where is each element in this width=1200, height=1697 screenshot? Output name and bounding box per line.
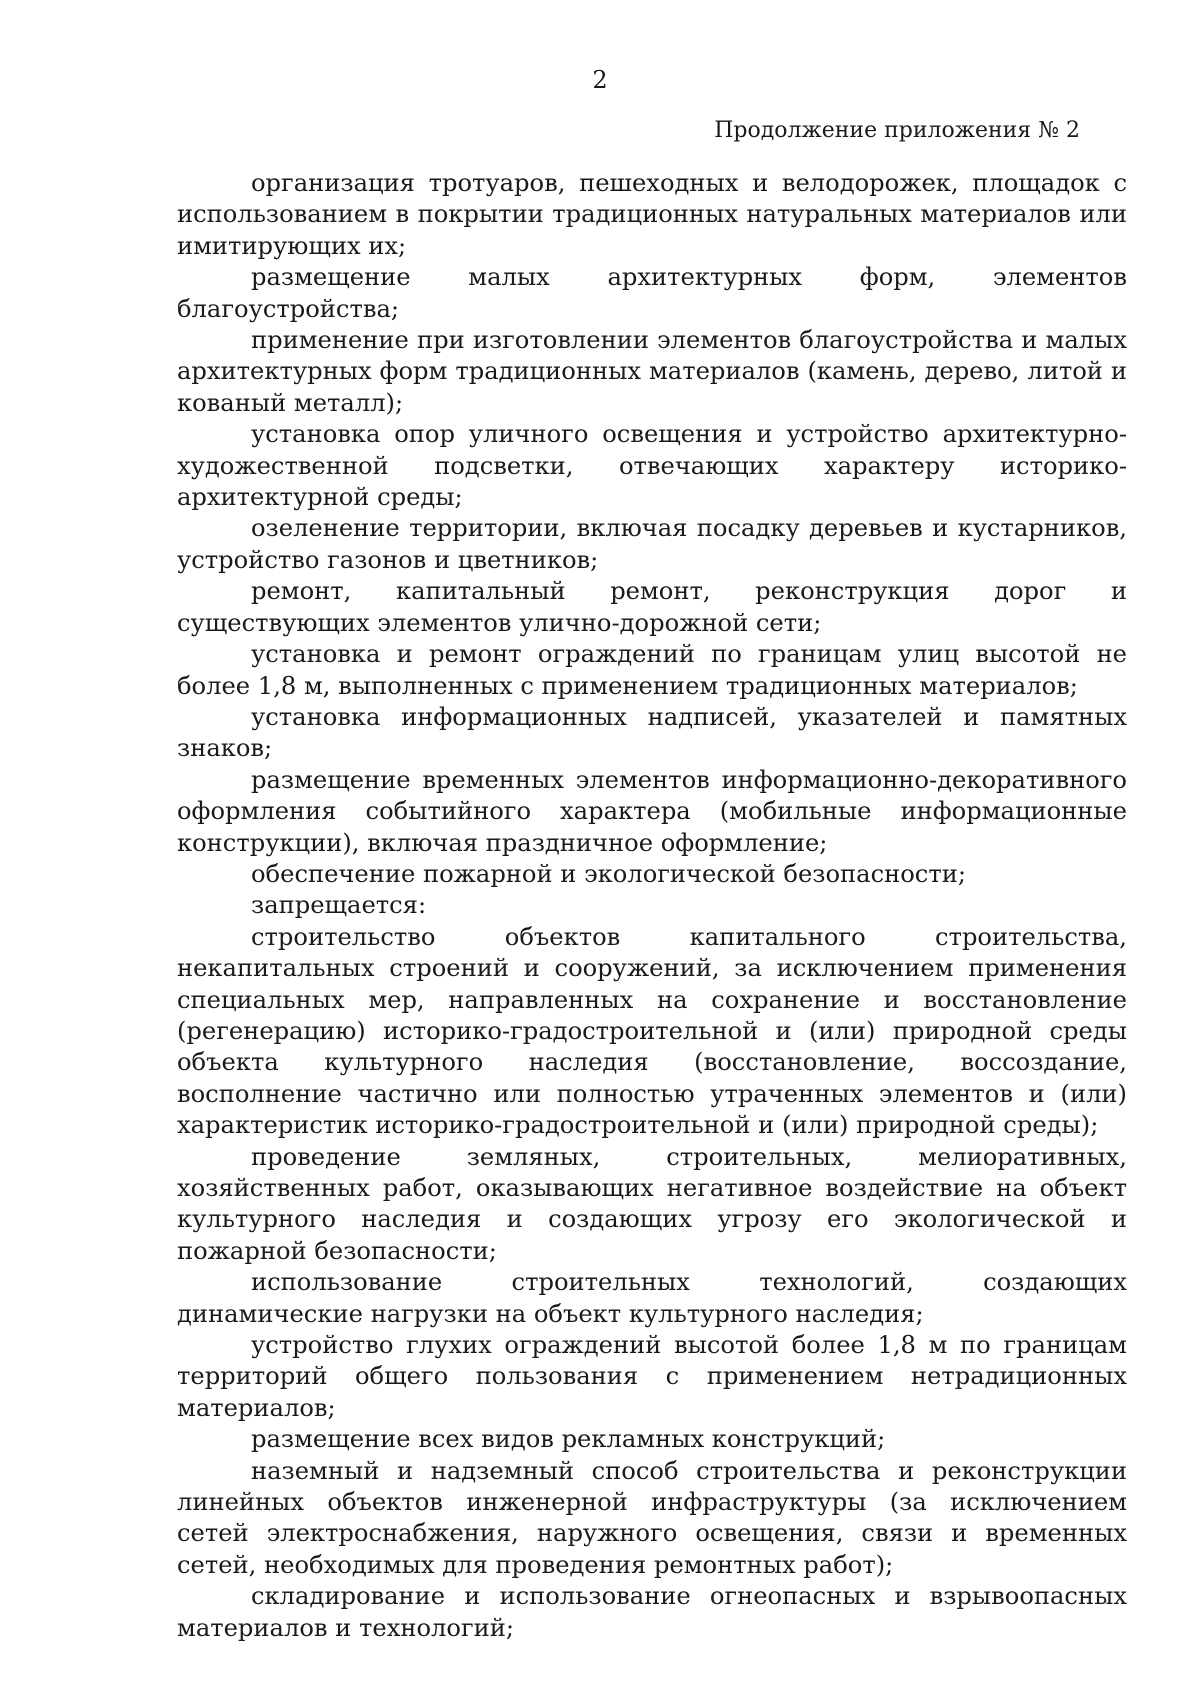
paragraph-heading-prohibited: запрещается: [251,891,427,920]
paragraph: установка информационных надписей, указателей и памятных знаков; [177,702,1127,763]
paragraph: обеспечение пожарной и экологической безопасности; [251,859,966,888]
paragraph: устройство глухих ограждений высотой более 1,8 м по границам территорий общего пользования с применением нетрадиционных материалов; [177,1331,1127,1422]
paragraph: складирование и использование огнеопасных и взрывоопасных материалов и технологий; [177,1582,1127,1642]
paragraph: строительство объектов капитального строительства, некапитальных строений и сооружений, за исключением применения специальных мер, направленных на сохранение и восстановление (регенерацию) историко-градостроительной и (или) природной среды объекта культурного наследия (восстановление, воссоздание, восполнение частично или полностью утраченных элементов и (или) характеристик историко-градостроительной и (или) природной среды); [177,922,1127,1140]
paragraph: наземный и надземный способ строительства и реконструкции линейных объектов инженерной инфраструктуры (за исключением сетей электроснабжения, наружного освещения, связи и временных сетей, необходимых для проведения ремонтных работ); [177,1456,1127,1579]
appendix-continuation-note: Продолжение приложения № 2 [714,118,1080,143]
paragraph: организация тротуаров, пешеходных и велодорожек, площадок с использованием в покрытии традиционных натуральных материалов или имитирующих их; [177,169,1127,260]
paragraph: размещение всех видов рекламных конструкций; [251,1425,886,1454]
paragraph: ремонт, капитальный ремонт, реконструкция дорог и существующих элементов улично-дорожной сети; [177,577,1127,637]
paragraph: озеленение территории, включая посадку деревьев и кустарников, устройство газонов и цветников; [177,514,1127,574]
paragraph: размещение малых архитектурных форм, элементов благоустройства; [177,263,1127,323]
page-number: 2 [592,66,608,94]
paragraph: применение при изготовлении элементов благоустройства и малых архитектурных форм традиционных материалов (камень, дерево, литой и кованый металл); [177,326,1127,417]
document-body [177,168,1127,1644]
paragraph: размещение временных элементов информационно-декоративного оформления событийного характера (мобильные информационные конструкции), включая праздничное оформление; [177,765,1127,857]
paragraph: проведение земляных, строительных, мелиоративных, хозяйственных работ, оказывающих негативное воздействие на объект культурного наследия и создающих угрозу его экологической и пожарной безопасности; [177,1142,1127,1265]
paragraph: установка и ремонт ограждений по границам улиц высотой не более 1,8 м, выполненных с применением традиционных материалов; [177,640,1127,700]
paragraph: использование строительных технологий, создающих динамические нагрузки на объект культурного наследия; [177,1268,1127,1328]
paragraph: установка опор уличного освещения и устройство архитектурно-художественной подсветки, отвечающих характеру историко-архитектурной среды; [177,420,1127,512]
